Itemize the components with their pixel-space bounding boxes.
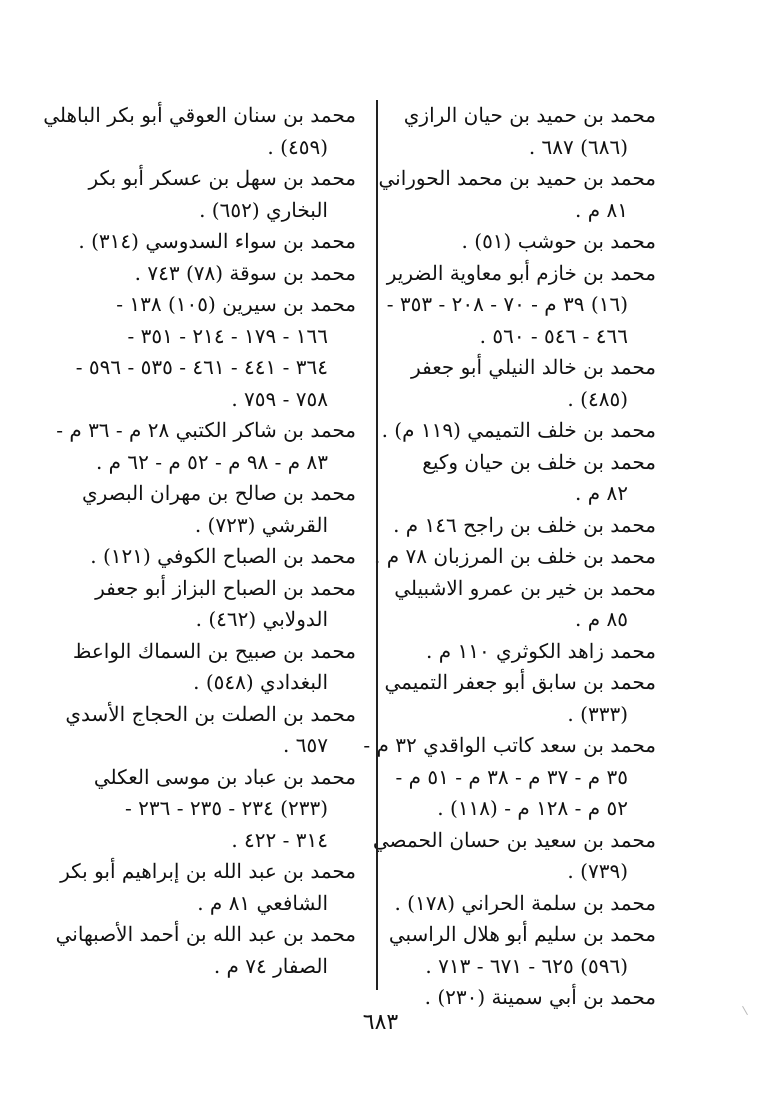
- index-entry: [363, 730, 656, 825]
- entry-continuation-line: الشافعي ٨١ م .: [197, 890, 328, 915]
- entry-heading-line: محمد بن شاكر الكتبي ٢٨ م - ٣٦ م -: [56, 418, 356, 442]
- index-entry: [381, 100, 656, 163]
- index-entry: [381, 573, 656, 636]
- entry-heading-line: محمد بن خازم أبو معاوية الضرير: [386, 260, 656, 285]
- index-entry: [381, 447, 656, 510]
- index-entry: [56, 258, 356, 290]
- index-entry: [381, 352, 656, 415]
- entry-heading-line: محمد بن خلف التميمي (١١٩ م) .: [381, 418, 656, 442]
- entry-continuation-line: (٥٩٦) ٦٢٥ - ٦٧١ - ٧١٣ .: [425, 953, 628, 978]
- entry-continuation-line: الدولابي (٤٦٢) .: [195, 607, 328, 631]
- index-entry: [378, 163, 656, 226]
- entry-heading-line: محمد بن سوقة (٧٨) ٧٤٣ .: [134, 260, 356, 285]
- entry-heading-line: محمد بن خلف بن راجح ١٤٦ م .: [393, 512, 656, 537]
- entry-continuation-line: (٦٨٦) ٦٨٧ .: [528, 134, 628, 159]
- index-entry: [381, 919, 656, 982]
- index-entry: [56, 636, 356, 699]
- page-number: ٦٨٣: [362, 1010, 399, 1035]
- index-column-right: [363, 100, 656, 1014]
- entry-heading-line: محمد بن سعد كاتب الواقدي ٣٢ م -: [363, 733, 656, 757]
- index-entry: [381, 888, 656, 920]
- index-entry: [56, 415, 356, 478]
- index-entry: [56, 541, 356, 573]
- entry-heading-line: محمد بن سابق أبو جعفر التميمي: [384, 670, 656, 694]
- entry-continuation-line: (٢٣٣) ٢٣٤ - ٢٣٥ - ٢٣٦ -: [124, 796, 328, 820]
- index-entry: [56, 163, 356, 226]
- entry-heading-line: محمد بن صالح بن مهران البصري: [81, 481, 356, 505]
- index-entry: [56, 699, 356, 762]
- entry-heading-line: محمد بن حميد بن حيان الرازي: [403, 103, 656, 127]
- index-entry: [372, 825, 656, 888]
- index-entry: [56, 478, 356, 541]
- entry-continuation-line: ٨٥ م .: [575, 607, 628, 631]
- entry-continuation-line: ٣٦٤ - ٤٤١ - ٤٦١ - ٥٣٥ - ٥٩٦ -: [75, 355, 328, 379]
- entry-heading-line: محمد بن سواء السدوسي (٣١٤) .: [78, 229, 356, 253]
- entry-heading-line: محمد بن عبد الله بن أحمد الأصبهاني: [55, 922, 356, 946]
- index-entry: [381, 667, 656, 730]
- index-entry: [381, 415, 656, 447]
- entry-heading-line: محمد بن عباد بن موسى العكلي: [93, 764, 356, 789]
- entry-heading-line: محمد بن حوشب (٥١) .: [461, 229, 656, 253]
- entry-continuation-line: ٧٥٨ - ٧٥٩ .: [231, 386, 328, 411]
- entry-continuation-line: (٣٣٣) .: [567, 701, 628, 726]
- index-entry: [381, 982, 656, 1014]
- entry-heading-line: محمد بن سليم أبو هلال الراسبي: [388, 922, 656, 946]
- index-entry: [56, 573, 356, 636]
- index-entry: [381, 636, 656, 668]
- index-entry: [56, 762, 356, 857]
- index-entry: [56, 226, 356, 258]
- entry-heading-line: محمد بن سيرين (١٠٥) ١٣٨ -: [116, 292, 356, 316]
- entry-continuation-line: ٣١٤ - ٤٢٢ .: [231, 827, 328, 852]
- entry-heading-line: محمد بن عبد الله بن إبراهيم أبو بكر: [60, 859, 356, 883]
- entry-heading-line: محمد زاهد الكوثري ١١٠ م .: [425, 638, 656, 663]
- entry-heading-line: محمد بن خير بن عمرو الاشبيلي: [394, 575, 656, 600]
- index-entry: [43, 100, 356, 163]
- entry-continuation-line: (٧٣٩) .: [567, 859, 628, 883]
- column-divider: [376, 100, 378, 990]
- index-entry: [381, 226, 656, 258]
- entry-heading-line: محمد بن سهل بن عسكر أبو بكر: [88, 166, 356, 190]
- entry-continuation-line: ٨٢ م .: [575, 481, 628, 505]
- entry-continuation-line: ٨١ م .: [575, 197, 628, 222]
- entry-heading-line: محمد بن سلمة الحراني (١٧٨) .: [394, 890, 656, 915]
- entry-heading-line: محمد بن سنان العوقي أبو بكر الباهلي: [43, 103, 356, 127]
- entry-continuation-line: ٥٢ م - ١٢٨ م - (١١٨) .: [437, 796, 628, 820]
- entry-continuation-line: البخاري (٦٥٢) .: [199, 197, 328, 222]
- entry-continuation-line: (٤٨٥) .: [567, 386, 628, 411]
- entry-heading-line: محمد بن خالد النيلي أبو جعفر: [411, 355, 656, 379]
- entry-heading-line: محمد بن الصباح البزاز أبو جعفر: [95, 575, 356, 600]
- entry-heading-line: محمد بن صبيح بن السماك الواعظ: [72, 638, 356, 663]
- index-entry: [56, 856, 356, 919]
- entry-continuation-line: ٣٥ م - ٣٧ م - ٣٨ م - ٥١ م -: [395, 764, 628, 789]
- entry-heading-line: محمد بن الصلت بن الحجاج الأسدي: [65, 701, 356, 726]
- entry-continuation-line: الصفار ٧٤ م .: [213, 953, 328, 978]
- entry-continuation-line: القرشي (٧٢٣) .: [194, 512, 328, 537]
- index-entry: [374, 541, 656, 573]
- index-column-left: [43, 100, 356, 982]
- index-entry: [56, 289, 356, 415]
- entry-heading-line: محمد بن أبي سمينة (٢٣٠) .: [424, 985, 656, 1009]
- entry-continuation-line: ١٦٦ - ١٧٩ - ٢١٤ - ٣٥١ -: [127, 323, 328, 348]
- entry-heading-line: محمد بن خلف بن المرزبان ٧٨ م .: [374, 544, 656, 568]
- entry-heading-line: محمد بن سعيد بن حسان الحمصي: [372, 827, 656, 852]
- entry-heading-line: محمد بن حميد بن محمد الحوراني: [378, 166, 656, 190]
- index-entry: [381, 510, 656, 542]
- entry-continuation-line: ٤٦٦ - ٥٤٦ - ٥٦٠ .: [479, 323, 628, 348]
- index-entry: [381, 258, 656, 353]
- entry-continuation-line: البغدادي (٥٤٨) .: [193, 670, 328, 694]
- entry-heading-line: محمد بن خلف بن حيان وكيع: [422, 449, 656, 474]
- entry-continuation-line: ٨٣ م - ٩٨ م - ٥٢ م - ٦٢ م .: [95, 449, 328, 474]
- entry-continuation-line: (٤٥٩) .: [267, 134, 328, 159]
- index-entry: [56, 919, 356, 982]
- entry-continuation-line: (١٦) ٣٩ م - ٧٠ - ٢٠٨ - ٣٥٣ -: [386, 292, 628, 316]
- entry-continuation-line: ٦٥٧ .: [283, 733, 328, 757]
- entry-heading-line: محمد بن الصباح الكوفي (١٢١) .: [90, 544, 356, 568]
